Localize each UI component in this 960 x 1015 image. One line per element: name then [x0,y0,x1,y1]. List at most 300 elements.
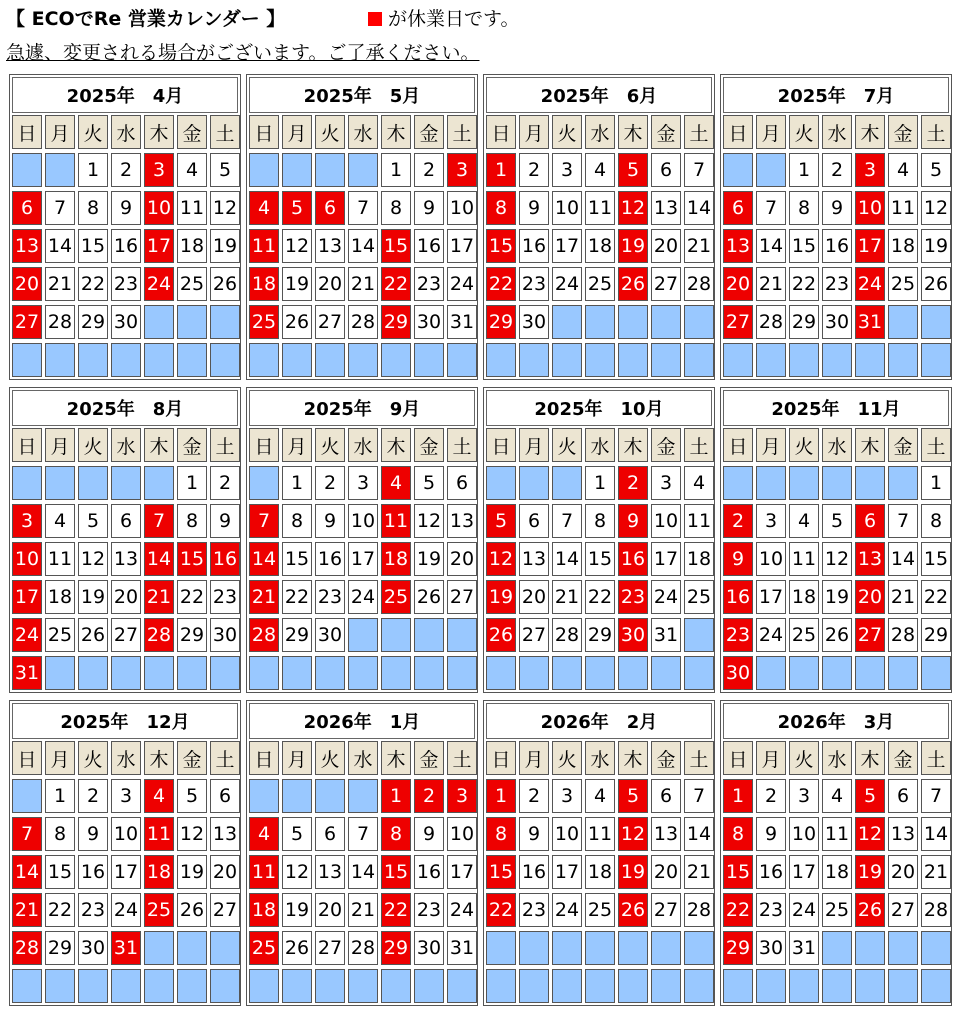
weekday-header: 火 [78,115,108,149]
empty-cell [684,343,714,377]
day-cell: 8 [78,191,108,225]
day-cell: 20 [210,855,240,889]
empty-cell [585,343,615,377]
empty-cell [78,343,108,377]
holiday-cell: 26 [486,618,516,652]
day-cell: 6 [315,817,345,851]
weekday-header: 月 [756,115,786,149]
day-cell: 18 [585,855,615,889]
weekday-header: 金 [414,428,444,462]
day-cell: 28 [45,305,75,339]
weekday-header: 木 [381,115,411,149]
day-cell: 3 [552,153,582,187]
day-cell: 2 [315,466,345,500]
holiday-cell: 1 [486,779,516,813]
day-cell: 22 [921,580,951,614]
weekday-header: 水 [822,115,852,149]
day-cell: 11 [684,504,714,538]
empty-cell [552,305,582,339]
holiday-cell: 13 [855,542,885,576]
month-label: 8月 [152,399,184,420]
empty-cell [177,656,207,690]
empty-cell [282,969,312,1003]
empty-cell [723,153,753,187]
day-cell: 20 [315,267,345,301]
day-cell: 25 [177,267,207,301]
day-cell: 21 [45,267,75,301]
empty-cell [756,343,786,377]
weekday-header: 水 [111,115,141,149]
empty-cell [315,969,345,1003]
day-cell: 30 [210,618,240,652]
weekday-header: 水 [585,115,615,149]
holiday-cell: 19 [618,229,648,263]
day-cell: 2 [111,153,141,187]
holiday-cell: 19 [618,855,648,889]
empty-cell [249,153,279,187]
holiday-cell: 31 [855,305,885,339]
empty-cell [414,656,444,690]
empty-cell [855,969,885,1003]
legend [368,4,519,31]
day-cell: 21 [552,580,582,614]
day-cell: 1 [282,466,312,500]
day-cell: 17 [447,229,477,263]
year-label: 2025年 [771,399,840,420]
day-cell: 9 [756,817,786,851]
holiday-cell: 13 [12,229,42,263]
day-cell: 6 [651,779,681,813]
weekday-header: 木 [618,741,648,775]
day-cell: 13 [447,504,477,538]
day-cell: 8 [45,817,75,851]
weekday-header: 月 [282,115,312,149]
day-cell: 29 [789,305,819,339]
empty-cell [822,656,852,690]
day-cell: 4 [585,779,615,813]
day-cell: 5 [282,817,312,851]
empty-cell [249,779,279,813]
weekday-header: 水 [111,741,141,775]
day-cell: 14 [888,542,918,576]
weekday-header: 水 [822,428,852,462]
weekday-header: 木 [855,428,885,462]
holiday-cell: 4 [249,817,279,851]
day-cell: 4 [45,504,75,538]
day-cell: 24 [552,267,582,301]
day-cell: 15 [45,855,75,889]
weekday-header: 土 [210,741,240,775]
day-cell: 5 [78,504,108,538]
day-cell: 3 [651,466,681,500]
day-cell: 14 [756,229,786,263]
empty-cell [684,656,714,690]
holiday-cell: 15 [381,229,411,263]
holiday-cell: 19 [855,855,885,889]
holiday-cell: 29 [381,305,411,339]
day-cell: 9 [519,817,549,851]
holiday-cell: 4 [144,779,174,813]
day-cell: 23 [111,267,141,301]
day-cell: 27 [315,931,345,965]
empty-cell [249,656,279,690]
day-cell: 31 [651,618,681,652]
empty-cell [249,343,279,377]
year-label: 2025年 [534,399,603,420]
empty-cell [486,656,516,690]
day-cell: 26 [822,618,852,652]
weekday-header: 土 [684,428,714,462]
empty-cell [855,343,885,377]
holiday-cell: 27 [855,618,885,652]
holiday-cell: 1 [381,779,411,813]
holiday-cell: 22 [486,893,516,927]
empty-cell [855,931,885,965]
header-gap [846,82,864,108]
holiday-cell: 22 [486,267,516,301]
empty-cell [618,656,648,690]
day-cell: 5 [414,466,444,500]
day-cell: 9 [111,191,141,225]
weekday-header: 木 [144,741,174,775]
weekday-header: 金 [888,741,918,775]
day-cell: 24 [552,893,582,927]
day-cell: 19 [282,893,312,927]
day-cell: 17 [447,855,477,889]
holiday-cell: 8 [486,191,516,225]
month-header [249,390,475,426]
weekday-header: 木 [144,428,174,462]
month-calendar [9,387,241,693]
empty-cell [12,153,42,187]
day-cell: 8 [282,504,312,538]
empty-cell [618,931,648,965]
day-cell: 18 [45,580,75,614]
day-cell: 8 [789,191,819,225]
weekday-header: 月 [519,115,549,149]
change-notice: 急遽、変更される場合がございます。ご了承ください。 [6,42,480,64]
weekday-header: 木 [618,115,648,149]
empty-cell [210,931,240,965]
day-cell: 19 [282,267,312,301]
day-cell: 2 [756,779,786,813]
empty-cell [855,656,885,690]
day-cell: 7 [348,191,378,225]
day-cell: 23 [315,580,345,614]
day-cell: 27 [519,618,549,652]
holiday-cell: 3 [12,504,42,538]
day-cell: 28 [684,267,714,301]
empty-cell [519,343,549,377]
day-cell: 23 [519,267,549,301]
month-header [249,703,475,739]
day-cell: 4 [822,779,852,813]
holiday-cell: 26 [855,893,885,927]
holiday-cell: 28 [12,931,42,965]
day-cell: 2 [414,153,444,187]
weekday-header: 火 [315,115,345,149]
holiday-cell: 8 [381,817,411,851]
empty-cell [486,466,516,500]
day-cell: 13 [210,817,240,851]
weekday-header: 月 [282,741,312,775]
year-label: 2025年 [66,86,135,107]
day-cell: 21 [348,893,378,927]
day-cell: 9 [210,504,240,538]
holiday-cell: 5 [282,191,312,225]
day-cell: 19 [78,580,108,614]
empty-cell [45,153,75,187]
day-cell: 29 [177,618,207,652]
empty-cell [888,466,918,500]
day-cell: 14 [684,817,714,851]
holiday-cell: 4 [381,466,411,500]
day-cell: 13 [651,817,681,851]
empty-cell [651,305,681,339]
empty-cell [315,343,345,377]
month-header [486,77,712,113]
day-cell: 28 [756,305,786,339]
holiday-cell: 15 [177,542,207,576]
day-cell: 30 [822,305,852,339]
day-cell: 1 [585,466,615,500]
holiday-cell: 22 [723,893,753,927]
empty-cell [348,656,378,690]
holiday-cell: 10 [12,542,42,576]
holiday-cell: 22 [381,267,411,301]
empty-cell [45,343,75,377]
empty-cell [585,931,615,965]
holiday-cell: 1 [723,779,753,813]
weekday-header: 土 [921,741,951,775]
day-cell: 26 [177,893,207,927]
empty-cell [921,656,951,690]
day-cell: 21 [756,267,786,301]
empty-cell [618,969,648,1003]
day-cell: 12 [282,229,312,263]
day-cell: 24 [447,267,477,301]
holiday-cell: 6 [723,191,753,225]
empty-cell [519,931,549,965]
holiday-cell: 8 [723,817,753,851]
empty-cell [210,656,240,690]
day-cell: 9 [414,191,444,225]
empty-cell [552,466,582,500]
day-cell: 23 [822,267,852,301]
weekday-header: 日 [12,428,42,462]
month-header [249,77,475,113]
weekday-header: 木 [381,741,411,775]
day-cell: 4 [585,153,615,187]
weekday-header: 日 [486,115,516,149]
day-cell: 18 [177,229,207,263]
weekday-header: 火 [315,741,345,775]
empty-cell [348,779,378,813]
holiday-cell: 22 [381,893,411,927]
day-cell: 17 [789,855,819,889]
day-cell: 16 [414,229,444,263]
empty-cell [12,779,42,813]
header-gap [135,395,153,421]
holiday-cell: 25 [381,580,411,614]
empty-cell [78,969,108,1003]
day-cell: 5 [177,779,207,813]
empty-cell [585,969,615,1003]
weekday-header: 火 [789,428,819,462]
weekday-header: 土 [921,115,951,149]
day-cell: 8 [585,504,615,538]
day-cell: 21 [684,229,714,263]
day-cell: 29 [78,305,108,339]
empty-cell [756,969,786,1003]
weekday-header: 日 [486,428,516,462]
day-cell: 10 [552,191,582,225]
empty-cell [348,153,378,187]
weekday-header: 水 [348,741,378,775]
header-gap [609,82,627,108]
weekday-header: 火 [78,428,108,462]
holiday-cell: 29 [486,305,516,339]
empty-cell [651,343,681,377]
holiday-cell: 26 [618,893,648,927]
weekday-header: 水 [348,115,378,149]
day-cell: 28 [348,931,378,965]
day-cell: 30 [414,931,444,965]
day-cell: 23 [78,893,108,927]
holiday-cell: 5 [618,153,648,187]
empty-cell [348,618,378,652]
day-cell: 19 [414,542,444,576]
empty-cell [177,343,207,377]
empty-cell [315,153,345,187]
day-cell: 20 [519,580,549,614]
day-cell: 26 [921,267,951,301]
weekday-header: 木 [144,115,174,149]
empty-cell [921,931,951,965]
empty-cell [144,343,174,377]
year-label: 2025年 [540,86,609,107]
day-cell: 24 [789,893,819,927]
day-cell: 10 [789,817,819,851]
empty-cell [381,969,411,1003]
day-cell: 20 [651,229,681,263]
header-gap [846,708,864,734]
day-cell: 14 [921,817,951,851]
holiday-cell: 30 [723,656,753,690]
day-cell: 23 [519,893,549,927]
weekday-header: 土 [210,428,240,462]
day-cell: 20 [447,542,477,576]
day-cell: 7 [756,191,786,225]
holiday-cell: 29 [381,931,411,965]
day-cell: 22 [789,267,819,301]
weekday-header: 水 [822,741,852,775]
year-label: 2025年 [777,86,846,107]
weekday-header: 水 [348,428,378,462]
day-cell: 12 [78,542,108,576]
holiday-cell: 21 [249,580,279,614]
holiday-cell: 21 [12,893,42,927]
month-calendar [246,387,478,693]
weekday-header: 月 [519,741,549,775]
month-header [486,703,712,739]
empty-cell [684,305,714,339]
day-cell: 28 [348,305,378,339]
day-cell: 17 [111,855,141,889]
empty-cell [723,466,753,500]
year-label: 2025年 [303,86,372,107]
empty-cell [348,343,378,377]
day-cell: 21 [888,580,918,614]
weekday-header: 月 [756,741,786,775]
holiday-cell: 19 [486,580,516,614]
day-cell: 12 [822,542,852,576]
weekday-header: 木 [855,115,885,149]
holiday-cell: 7 [249,504,279,538]
month-calendar [720,387,952,693]
holiday-legend-swatch [368,12,382,26]
day-cell: 19 [921,229,951,263]
holiday-cell: 28 [249,618,279,652]
empty-cell [414,969,444,1003]
weekday-header: 木 [855,741,885,775]
day-cell: 16 [315,542,345,576]
empty-cell [585,656,615,690]
day-cell: 2 [210,466,240,500]
day-cell: 14 [45,229,75,263]
year-label: 2025年 [60,712,129,733]
year-label: 2025年 [303,399,372,420]
holiday-cell: 31 [111,931,141,965]
holiday-cell: 3 [144,153,174,187]
empty-cell [144,656,174,690]
holiday-cell: 15 [486,855,516,889]
weekday-header: 水 [585,428,615,462]
holiday-cell: 11 [249,855,279,889]
empty-cell [519,969,549,1003]
day-cell: 10 [651,504,681,538]
day-cell: 13 [315,229,345,263]
day-cell: 15 [282,542,312,576]
weekday-header: 月 [756,428,786,462]
empty-cell [144,931,174,965]
weekday-header: 金 [414,115,444,149]
holiday-cell: 4 [249,191,279,225]
empty-cell [684,931,714,965]
empty-cell [921,969,951,1003]
holiday-cell: 8 [486,817,516,851]
empty-cell [45,466,75,500]
empty-cell [447,343,477,377]
month-header [723,390,949,426]
empty-cell [552,343,582,377]
day-cell: 10 [756,542,786,576]
day-cell: 12 [282,855,312,889]
header-gap [840,395,858,421]
holiday-cell: 3 [447,153,477,187]
holiday-cell: 23 [723,618,753,652]
day-cell: 13 [111,542,141,576]
header-gap [372,82,390,108]
day-cell: 2 [519,779,549,813]
day-cell: 12 [210,191,240,225]
empty-cell [651,969,681,1003]
weekday-header: 火 [552,741,582,775]
empty-cell [723,969,753,1003]
holiday-cell: 11 [381,504,411,538]
holiday-cell: 7 [144,504,174,538]
empty-cell [921,305,951,339]
